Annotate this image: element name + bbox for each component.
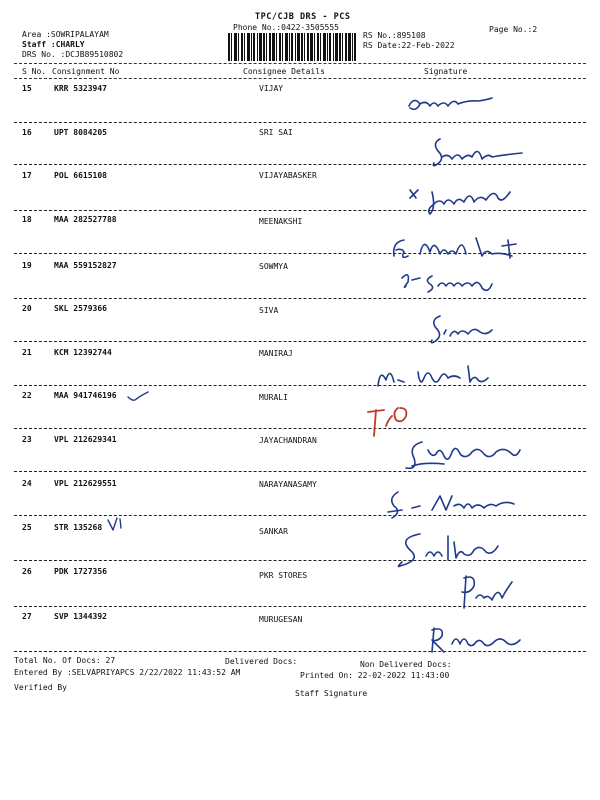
row-19-consignee: SOWMYA [259,262,288,271]
total-docs: Total No. Of Docs: 27 [14,656,116,665]
signature-row-25 [396,528,506,574]
column-header-s-no: S No. [22,67,47,76]
row-26-consignee: PKR STORES [259,571,308,580]
row-16-consignment: UPT 8084205 [54,128,107,137]
printed-on: Printed On: 22-02-2022 11:43:00 [300,671,450,680]
delivered-docs: Delivered Docs: [225,657,298,666]
row-divider [14,428,586,429]
row-21-consignee: MANIRAJ [259,349,293,358]
row-23-consignee: JAYACHANDRAN [259,436,317,445]
staff-field: Staff :CHARLY [22,40,85,49]
row-18-consignee: MEENAKSHI [259,217,303,226]
row-21-s-no: 21 [22,348,32,357]
row-18-consignment: MAA 282527788 [54,215,117,224]
barcode [228,33,356,65]
row-23-s-no: 23 [22,435,32,444]
rs-date: RS Date:22-Feb-2022 [363,41,455,50]
column-header-consignment: Consignment No [52,67,120,76]
row-22-consignee: MURALI [259,393,288,402]
phone-number: Phone No.:0422-3505555 [233,23,339,32]
signature-row-27 [428,624,528,660]
column-header-signature: Signature [424,67,468,76]
row-18-s-no: 18 [22,215,32,224]
header-top-rule [14,63,586,64]
row-17-consignee: VIJAYABASKER [259,171,317,180]
row-20-s-no: 20 [22,304,32,313]
row-27-consignee: MURUGESAN [259,615,303,624]
signature-row-18 [390,232,530,270]
header-bottom-rule [14,78,586,79]
row-22-s-no: 22 [22,391,32,400]
row-21-consignment: KCM 12392744 [54,348,112,357]
row-23-consignment: VPL 212629341 [54,435,117,444]
row-19-consignment: MAA 559152827 [54,261,117,270]
signature-row-15 [406,92,496,122]
signature-row-23 [404,436,524,478]
row-divider [14,341,586,342]
row-24-consignment: VPL 212629551 [54,479,117,488]
non-delivered-docs: Non Delivered Docs: [360,660,452,669]
row-26-consignment: PDK 1727356 [54,567,107,576]
entered-by: Entered By :SELVAPRIYAPCS 2/22/2022 11:43:52 AM [14,668,241,677]
row-17-consignment: POL 6615108 [54,171,107,180]
row-25-consignment: STR 135268 [54,523,103,532]
row-24-consignee: NARAYANASAMY [259,480,317,489]
signature-row-20 [428,312,498,350]
tick-mark-icon [126,388,150,407]
row-16-consignee: SRI SAI [259,128,293,137]
row-divider [14,122,586,123]
row-15-s-no: 15 [22,84,32,93]
row-17-s-no: 17 [22,171,32,180]
row-24-s-no: 24 [22,479,32,488]
row-22-consignment: MAA 941746196 [54,391,117,400]
row-26-s-no: 26 [22,567,32,576]
row-27-s-no: 27 [22,612,32,621]
column-header-consignee: Consignee Details [243,67,325,76]
row-divider [14,298,586,299]
page-number: Page No.:2 [489,25,538,34]
signature-row-21 [374,360,494,400]
row-15-consignee: VIJAY [259,84,284,93]
row-27-consignment: SVP 1344392 [54,612,107,621]
signature-row-19 [398,268,498,300]
row-15-consignment: KRR 5323947 [54,84,107,93]
row-16-s-no: 16 [22,128,32,137]
row-25-s-no: 25 [22,523,32,532]
row-20-consignment: SKL 2579366 [54,304,107,313]
row-25-consignee: SANKAR [259,527,288,536]
signature-row-17 [406,178,516,222]
row-20-consignee: SIVA [259,306,279,315]
signature-row-24 [384,488,524,526]
rs-number: RS No.:895108 [363,31,426,40]
drs-number: DRS No. :DCJB89510802 [22,50,124,59]
signature-row-26 [458,572,518,616]
verified-by: Verified By [14,683,67,692]
tick-mark-icon [106,516,130,536]
area-field: Area :SOWRIPALAYAM [22,30,109,39]
staff-signature: Staff Signature [295,689,368,698]
row-19-s-no: 19 [22,261,32,270]
row-divider [14,385,586,386]
document-title: TPC/CJB DRS - PCS [255,12,351,22]
signature-row-16 [430,135,530,175]
